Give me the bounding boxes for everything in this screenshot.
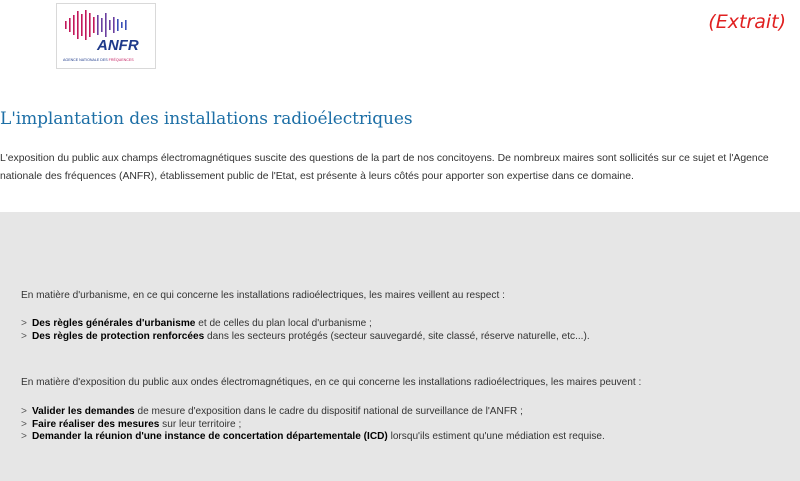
page-title: L'implantation des installations radioélectriques — [0, 109, 413, 129]
exposure-lead: En matière d'exposition du public aux ondes électromagnétiques, en ce qui concerne les installations radioélectriques, les maires peuvent : — [21, 377, 642, 388]
extract-badge: (Extrait) — [708, 11, 786, 33]
info-panel — [0, 212, 800, 481]
list-item: > Des règles générales d'urbanisme et de celles du plan local d'urbanisme ; — [21, 318, 372, 329]
urbanism-lead: En matière d'urbanisme, en ce qui concerne les installations radioélectriques, les maires veillent au respect : — [21, 290, 505, 301]
list-item: > Des règles de protection renforcées dans les secteurs protégés (secteur sauvegardé, site classé, réserve naturelle, etc...). — [21, 330, 590, 342]
arrow-icon: > — [21, 330, 27, 342]
anfr-logo-graphic — [57, 4, 155, 68]
arrow-icon: > — [21, 418, 27, 430]
intro-paragraph: L'exposition du public aux champs électromagnétiques suscite des questions de la part de nos concitoyens. De nombreux maires sont sollicités sur ce sujet et l'Agence nationale des fréquences (ANFR), établissement public de l'Etat, est présente à leurs côtés pour apporter son expertise dans ce domaine. — [0, 153, 769, 182]
anfr-logo[interactable] — [56, 3, 156, 69]
exposure-list — [21, 406, 605, 444]
arrow-icon: > — [21, 318, 27, 329]
logo-wordmark: ANFR — [97, 37, 139, 54]
signal-bars-icon — [65, 10, 95, 40]
logo-tagline: AGENCE NATIONALE DES FRÉQUENCES — [63, 58, 134, 62]
list-item: > Faire réaliser des mesures sur leur territoire ; — [21, 418, 242, 430]
urbanism-list — [21, 318, 590, 343]
arrow-icon: > — [21, 406, 27, 417]
list-item: > Demander la réunion d'une instance de concertation départementale (ICD) lorsqu'ils estiment qu'une médiation est requise. — [21, 431, 605, 442]
list-item: > Valider les demandes de mesure d'exposition dans le cadre du dispositif national de surveillance de l'ANFR ; — [21, 406, 523, 417]
arrow-icon: > — [21, 431, 27, 442]
